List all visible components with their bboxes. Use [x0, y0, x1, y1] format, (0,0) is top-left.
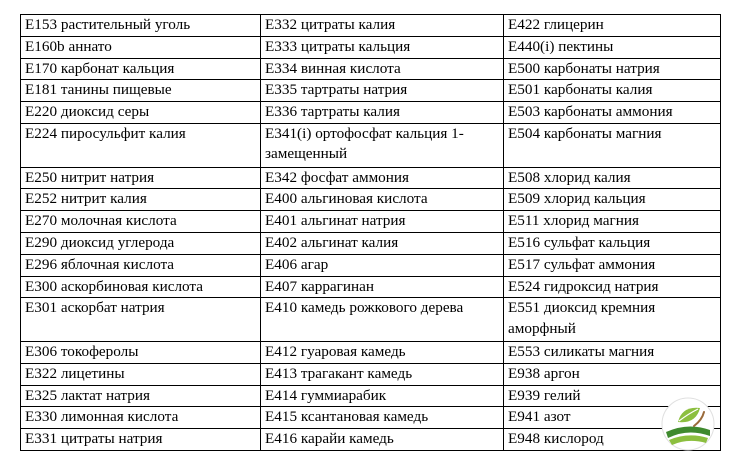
- table-cell: E270 молочная кислота: [21, 211, 261, 233]
- table-row: [21, 102, 721, 124]
- table-cell: E407 каррагинан: [261, 276, 504, 298]
- table-cell: E341(i) ортофосфат кальция 1-замещенный: [261, 123, 504, 167]
- table-row: [21, 58, 721, 80]
- farm-leaf-logo-icon: [660, 396, 716, 452]
- table-cell: E416 карайи камедь: [261, 429, 504, 451]
- table-cell: E509 хлорид кальция: [504, 189, 721, 211]
- table-cell: E412 гуаровая камедь: [261, 341, 504, 363]
- table-cell: E224 пиросульфит калия: [21, 123, 261, 167]
- table-row: [21, 36, 721, 58]
- table-row: [21, 363, 721, 385]
- table-cell: E413 трагакант камедь: [261, 363, 504, 385]
- table-cell: E290 диоксид углерода: [21, 232, 261, 254]
- additives-table: [20, 14, 721, 451]
- table-row: [21, 167, 721, 189]
- table-cell: E250 нитрит натрия: [21, 167, 261, 189]
- table-cell: E336 тартраты калия: [261, 102, 504, 124]
- table-cell: E501 карбонаты калия: [504, 80, 721, 102]
- table-cell: E553 силикаты магния: [504, 341, 721, 363]
- table-row: [21, 429, 721, 451]
- table-cell: E406 агар: [261, 254, 504, 276]
- table-cell: E153 растительный уголь: [21, 15, 261, 37]
- table-row: [21, 385, 721, 407]
- table-cell: E516 сульфат кальция: [504, 232, 721, 254]
- table-cell: E331 цитраты натрия: [21, 429, 261, 451]
- table-cell: E252 нитрит калия: [21, 189, 261, 211]
- table-cell: E503 карбонаты аммония: [504, 102, 721, 124]
- table-cell: E440(i) пектины: [504, 36, 721, 58]
- table-row: [21, 298, 721, 342]
- table-cell: E335 тартраты натрия: [261, 80, 504, 102]
- table-cell: E551 диоксид кремния аморфный: [504, 298, 721, 342]
- table-cell: E322 лицетины: [21, 363, 261, 385]
- table-row: [21, 232, 721, 254]
- table-cell: E301 аскорбат натрия: [21, 298, 261, 342]
- table-cell: E330 лимонная кислота: [21, 407, 261, 429]
- table-cell: E306 токоферолы: [21, 341, 261, 363]
- table-cell: E524 гидроксид натрия: [504, 276, 721, 298]
- table-cell: E333 цитраты кальция: [261, 36, 504, 58]
- table-row: [21, 123, 721, 167]
- table-row: [21, 276, 721, 298]
- table-cell: E422 глицерин: [504, 15, 721, 37]
- table-cell: E332 цитраты калия: [261, 15, 504, 37]
- table-row: [21, 407, 721, 429]
- table-cell: E504 карбонаты магния: [504, 123, 721, 167]
- table-cell: E325 лактат натрия: [21, 385, 261, 407]
- table-cell: E938 аргон: [504, 363, 721, 385]
- table-row: [21, 254, 721, 276]
- table-cell: E334 винная кислота: [261, 58, 504, 80]
- table-row: [21, 15, 721, 37]
- table-cell: E939 гелий: [504, 385, 721, 407]
- table-row: [21, 80, 721, 102]
- table-cell: E517 сульфат аммония: [504, 254, 721, 276]
- table-cell: E296 яблочная кислота: [21, 254, 261, 276]
- additives-table-container: [20, 14, 720, 451]
- table-cell: E414 гуммиарабик: [261, 385, 504, 407]
- table-cell: E170 карбонат кальция: [21, 58, 261, 80]
- table-cell: E220 диоксид серы: [21, 102, 261, 124]
- table-cell: E401 альгинат натрия: [261, 211, 504, 233]
- table-cell: E508 хлорид калия: [504, 167, 721, 189]
- table-row: [21, 189, 721, 211]
- table-cell: E342 фосфат аммония: [261, 167, 504, 189]
- table-cell: E400 альгиновая кислота: [261, 189, 504, 211]
- table-cell: E500 карбонаты натрия: [504, 58, 721, 80]
- table-cell: E160b аннато: [21, 36, 261, 58]
- table-cell: E941 азот: [504, 407, 721, 429]
- table-cell: E402 альгинат калия: [261, 232, 504, 254]
- table-cell: E511 хлорид магния: [504, 211, 721, 233]
- table-cell: E410 камедь рожкового дерева: [261, 298, 504, 342]
- table-cell: E415 ксантановая камедь: [261, 407, 504, 429]
- table-cell: E948 кислород: [504, 429, 721, 451]
- table-row: [21, 341, 721, 363]
- table-cell: E300 аскорбиновая кислота: [21, 276, 261, 298]
- table-cell: E181 танины пищевые: [21, 80, 261, 102]
- table-row: [21, 211, 721, 233]
